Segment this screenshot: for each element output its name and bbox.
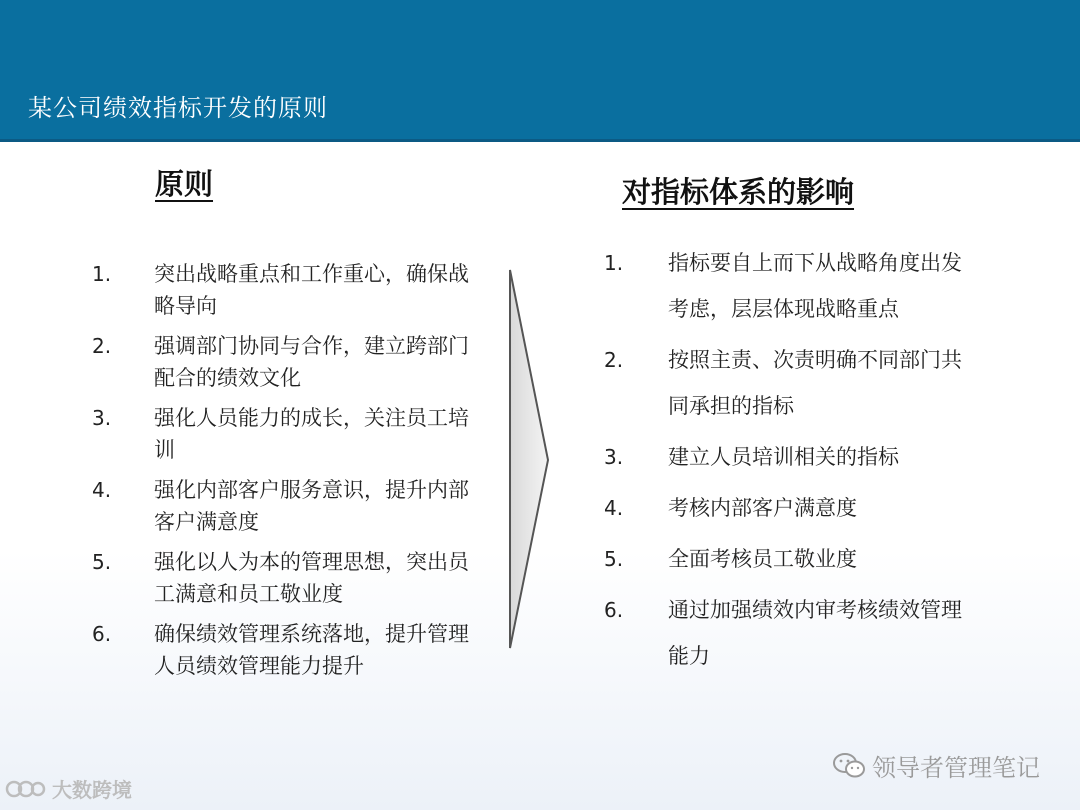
logo-icon (4, 777, 46, 801)
item-number: 2. (604, 348, 624, 372)
watermark-left-text: 大数跨境 (52, 778, 132, 802)
item-text: 突出战略重点和工作重心，确保战略导向 (154, 262, 469, 318)
item-text: 确保绩效管理系统落地，提升管理人员绩效管理能力提升 (154, 622, 469, 678)
item-text: 建立人员培训相关的指标 (668, 445, 899, 469)
list-item (604, 587, 974, 679)
item-number: 1. (604, 251, 624, 275)
slide-title: 某公司绩效指标开发的原则 (28, 94, 328, 122)
item-number: 6. (92, 622, 112, 646)
list-item (604, 536, 974, 582)
list-item (92, 330, 472, 394)
watermark-right (832, 748, 1040, 783)
item-text: 指标要自上而下从战略角度出发考虑，层层体现战略重点 (668, 251, 962, 321)
item-number: 3. (92, 406, 112, 430)
item-number: 1. (92, 262, 112, 286)
item-number: 4. (604, 496, 624, 520)
watermark-left (4, 774, 132, 803)
item-text: 按照主责、次责明确不同部门共同承担的指标 (668, 348, 962, 418)
list-item (604, 337, 974, 429)
principles-heading: 原则 (155, 167, 214, 201)
list-item (604, 485, 974, 531)
wechat-icon (832, 752, 866, 780)
item-text: 全面考核员工敬业度 (668, 547, 857, 571)
list-item (92, 402, 472, 466)
item-text: 通过加强绩效内审考核绩效管理能力 (668, 598, 962, 668)
list-item (92, 258, 472, 322)
header-divider (0, 139, 1080, 142)
item-text: 强化内部客户服务意识，提升内部客户满意度 (154, 478, 469, 534)
item-number: 5. (92, 550, 112, 574)
item-number: 2. (92, 334, 112, 358)
item-number: 6. (604, 598, 624, 622)
list-item (92, 474, 472, 538)
item-number: 3. (604, 445, 624, 469)
list-item (604, 434, 974, 480)
item-text: 强化人员能力的成长，关注员工培训 (154, 406, 469, 462)
list-item (92, 618, 472, 682)
watermark-right-text: 领导者管理笔记 (872, 754, 1040, 782)
item-text: 考核内部客户满意度 (668, 496, 857, 520)
item-text: 强调部门协同与合作，建立跨部门配合的绩效文化 (154, 334, 469, 390)
item-number: 4. (92, 478, 112, 502)
impact-list (604, 240, 974, 684)
chevron-right-icon (508, 268, 554, 652)
item-text: 强化以人为本的管理思想，突出员工满意和员工敬业度 (154, 550, 469, 606)
list-item (604, 240, 974, 332)
list-item (92, 546, 472, 610)
item-number: 5. (604, 547, 624, 571)
principles-list (92, 258, 472, 690)
impact-heading: 对指标体系的影响 (622, 175, 855, 209)
